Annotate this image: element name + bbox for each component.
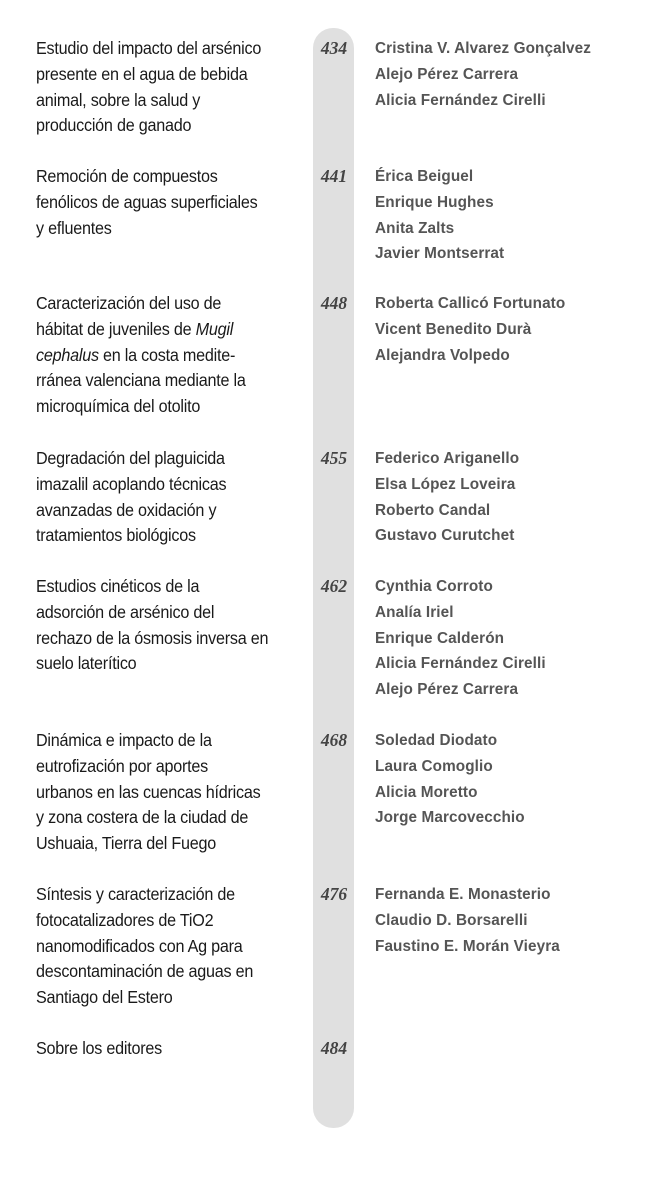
title-text: Degradación del plaguicida (36, 448, 225, 468)
title-line (36, 88, 288, 114)
title-text: hábitat de juveniles de (36, 318, 196, 339)
title-line (36, 317, 288, 343)
title-text: Síntesis y caracterización de (36, 884, 235, 904)
title-text: urbanos en las cuencas hídricas (36, 781, 261, 802)
title-text: Ushuaia, Tierra del Fuego (36, 833, 217, 854)
title-line (36, 523, 288, 549)
author-name: Alicia Fernández Cirelli (375, 655, 546, 673)
title-line (36, 498, 288, 524)
title-text: animal, sobre la salud y (36, 89, 201, 110)
author-name: Alejandra Volpedo (375, 346, 510, 364)
title-text: Sobre los editores (36, 1038, 163, 1058)
author-name: Anita Zalts (375, 219, 455, 237)
author-name: Roberta Callicó Fortunato (375, 295, 566, 312)
author-name: Claudio D. Borsarelli (375, 911, 528, 929)
title-line (36, 368, 288, 394)
author-name: Javier Montserrat (375, 245, 505, 263)
title-text: eutrofización por aportes (36, 755, 208, 776)
author-name: Elsa López Loveira (375, 475, 516, 493)
title-text: presente en el agua de bebida (36, 63, 248, 84)
title-line (36, 36, 288, 62)
author-name: Analía Iriel (375, 603, 454, 621)
title-line (36, 190, 288, 216)
author-name: Vicent Benedito Durà (375, 320, 532, 338)
page-number: 476 (320, 884, 348, 904)
author-name: Alicia Fernández Cirelli (375, 91, 546, 109)
page-number: 484 (320, 1038, 348, 1058)
title-line (36, 1036, 288, 1062)
title-text: rránea valenciana mediante la (36, 370, 246, 391)
title-line (36, 164, 288, 190)
title-text: y efluentes (36, 217, 112, 238)
title-text: en la costa medite- (98, 344, 236, 365)
author-name: Alejo Pérez Carrera (375, 681, 519, 699)
entry-title (36, 446, 288, 549)
title-line (36, 934, 288, 960)
title-line (36, 216, 288, 242)
title-line (36, 754, 288, 780)
author-name: Laura Comoglio (375, 757, 493, 775)
author-name: Enrique Calderón (375, 629, 505, 647)
title-line (36, 626, 288, 652)
page-number: 448 (320, 293, 348, 313)
title-line (36, 780, 288, 806)
title-text: fenólicos de aguas superficiales (36, 191, 258, 212)
title-text: descontaminación de aguas en (36, 961, 254, 982)
species-name-italic: cephalus (36, 344, 99, 365)
entry-title (36, 574, 288, 677)
title-line (36, 394, 288, 420)
title-text: fotocatalizadores de TiO2 (36, 909, 214, 930)
species-name-italic: Mugil (195, 318, 234, 339)
title-text: microquímica del otolito (36, 396, 201, 417)
author-list (375, 446, 645, 549)
title-line (36, 651, 288, 677)
author-name: Jorge Marcovecchio (375, 809, 525, 827)
title-text: Santiago del Estero (36, 987, 173, 1008)
title-line (36, 831, 288, 857)
author-list (375, 291, 645, 368)
author-list (375, 574, 645, 703)
title-line (36, 805, 288, 831)
author-name: Gustavo Curutchet (375, 527, 515, 545)
title-line (36, 574, 288, 600)
title-text: Estudios cinéticos de la (36, 576, 200, 596)
author-list (375, 882, 645, 959)
title-text: rechazo de la ósmosis inversa en (36, 627, 269, 648)
author-list (375, 36, 645, 113)
author-name: Alejo Pérez Carrera (375, 65, 519, 83)
title-text: imazalil acoplando técnicas (36, 473, 227, 494)
author-name: Roberto Candal (375, 501, 491, 519)
title-text: Remoción de compuestos (36, 166, 218, 186)
title-line (36, 62, 288, 88)
page-number: 468 (320, 730, 348, 750)
title-text: Estudio del impacto del arsénico (36, 38, 262, 58)
page-number: 462 (320, 576, 348, 596)
author-name: Cristina V. Alvarez Gonçalvez (375, 40, 592, 57)
page-number: 441 (320, 166, 348, 186)
author-name: Federico Ariganello (375, 450, 520, 467)
title-text: adsorción de arsénico del (36, 601, 215, 622)
title-line (36, 882, 288, 908)
author-list (375, 164, 645, 267)
title-line (36, 472, 288, 498)
title-text: y zona costera de la ciudad de (36, 807, 249, 828)
title-text: nanomodificados con Ag para (36, 935, 243, 956)
title-text: Dinámica e impacto de la (36, 730, 212, 750)
title-line (36, 959, 288, 985)
title-line (36, 446, 288, 472)
entry-title (36, 1036, 288, 1062)
page-number: 455 (320, 448, 348, 468)
author-name: Cynthia Corroto (375, 578, 493, 595)
title-text: Caracterización del uso de (36, 293, 222, 313)
title-line (36, 728, 288, 754)
title-line (36, 600, 288, 626)
author-name: Enrique Hughes (375, 193, 494, 211)
author-name: Érica Beiguel (375, 168, 474, 185)
title-line (36, 343, 288, 369)
author-list (375, 728, 645, 831)
author-name: Soledad Diodato (375, 732, 498, 749)
author-name: Faustino E. Morán Vieyra (375, 937, 560, 955)
title-text: avanzadas de oxidación y (36, 499, 217, 520)
author-name: Alicia Moretto (375, 783, 478, 801)
entry-title (36, 882, 288, 1011)
title-line (36, 291, 288, 317)
entry-title (36, 291, 288, 420)
title-text: tratamientos biológicos (36, 525, 196, 546)
title-line (36, 113, 288, 139)
title-text: producción de ganado (36, 115, 192, 136)
entry-title (36, 728, 288, 857)
entry-title (36, 36, 288, 139)
author-name: Fernanda E. Monasterio (375, 886, 551, 903)
title-line (36, 985, 288, 1011)
title-line (36, 908, 288, 934)
page-number: 434 (320, 38, 348, 58)
entry-title (36, 164, 288, 241)
title-text: suelo laterítico (36, 653, 137, 674)
